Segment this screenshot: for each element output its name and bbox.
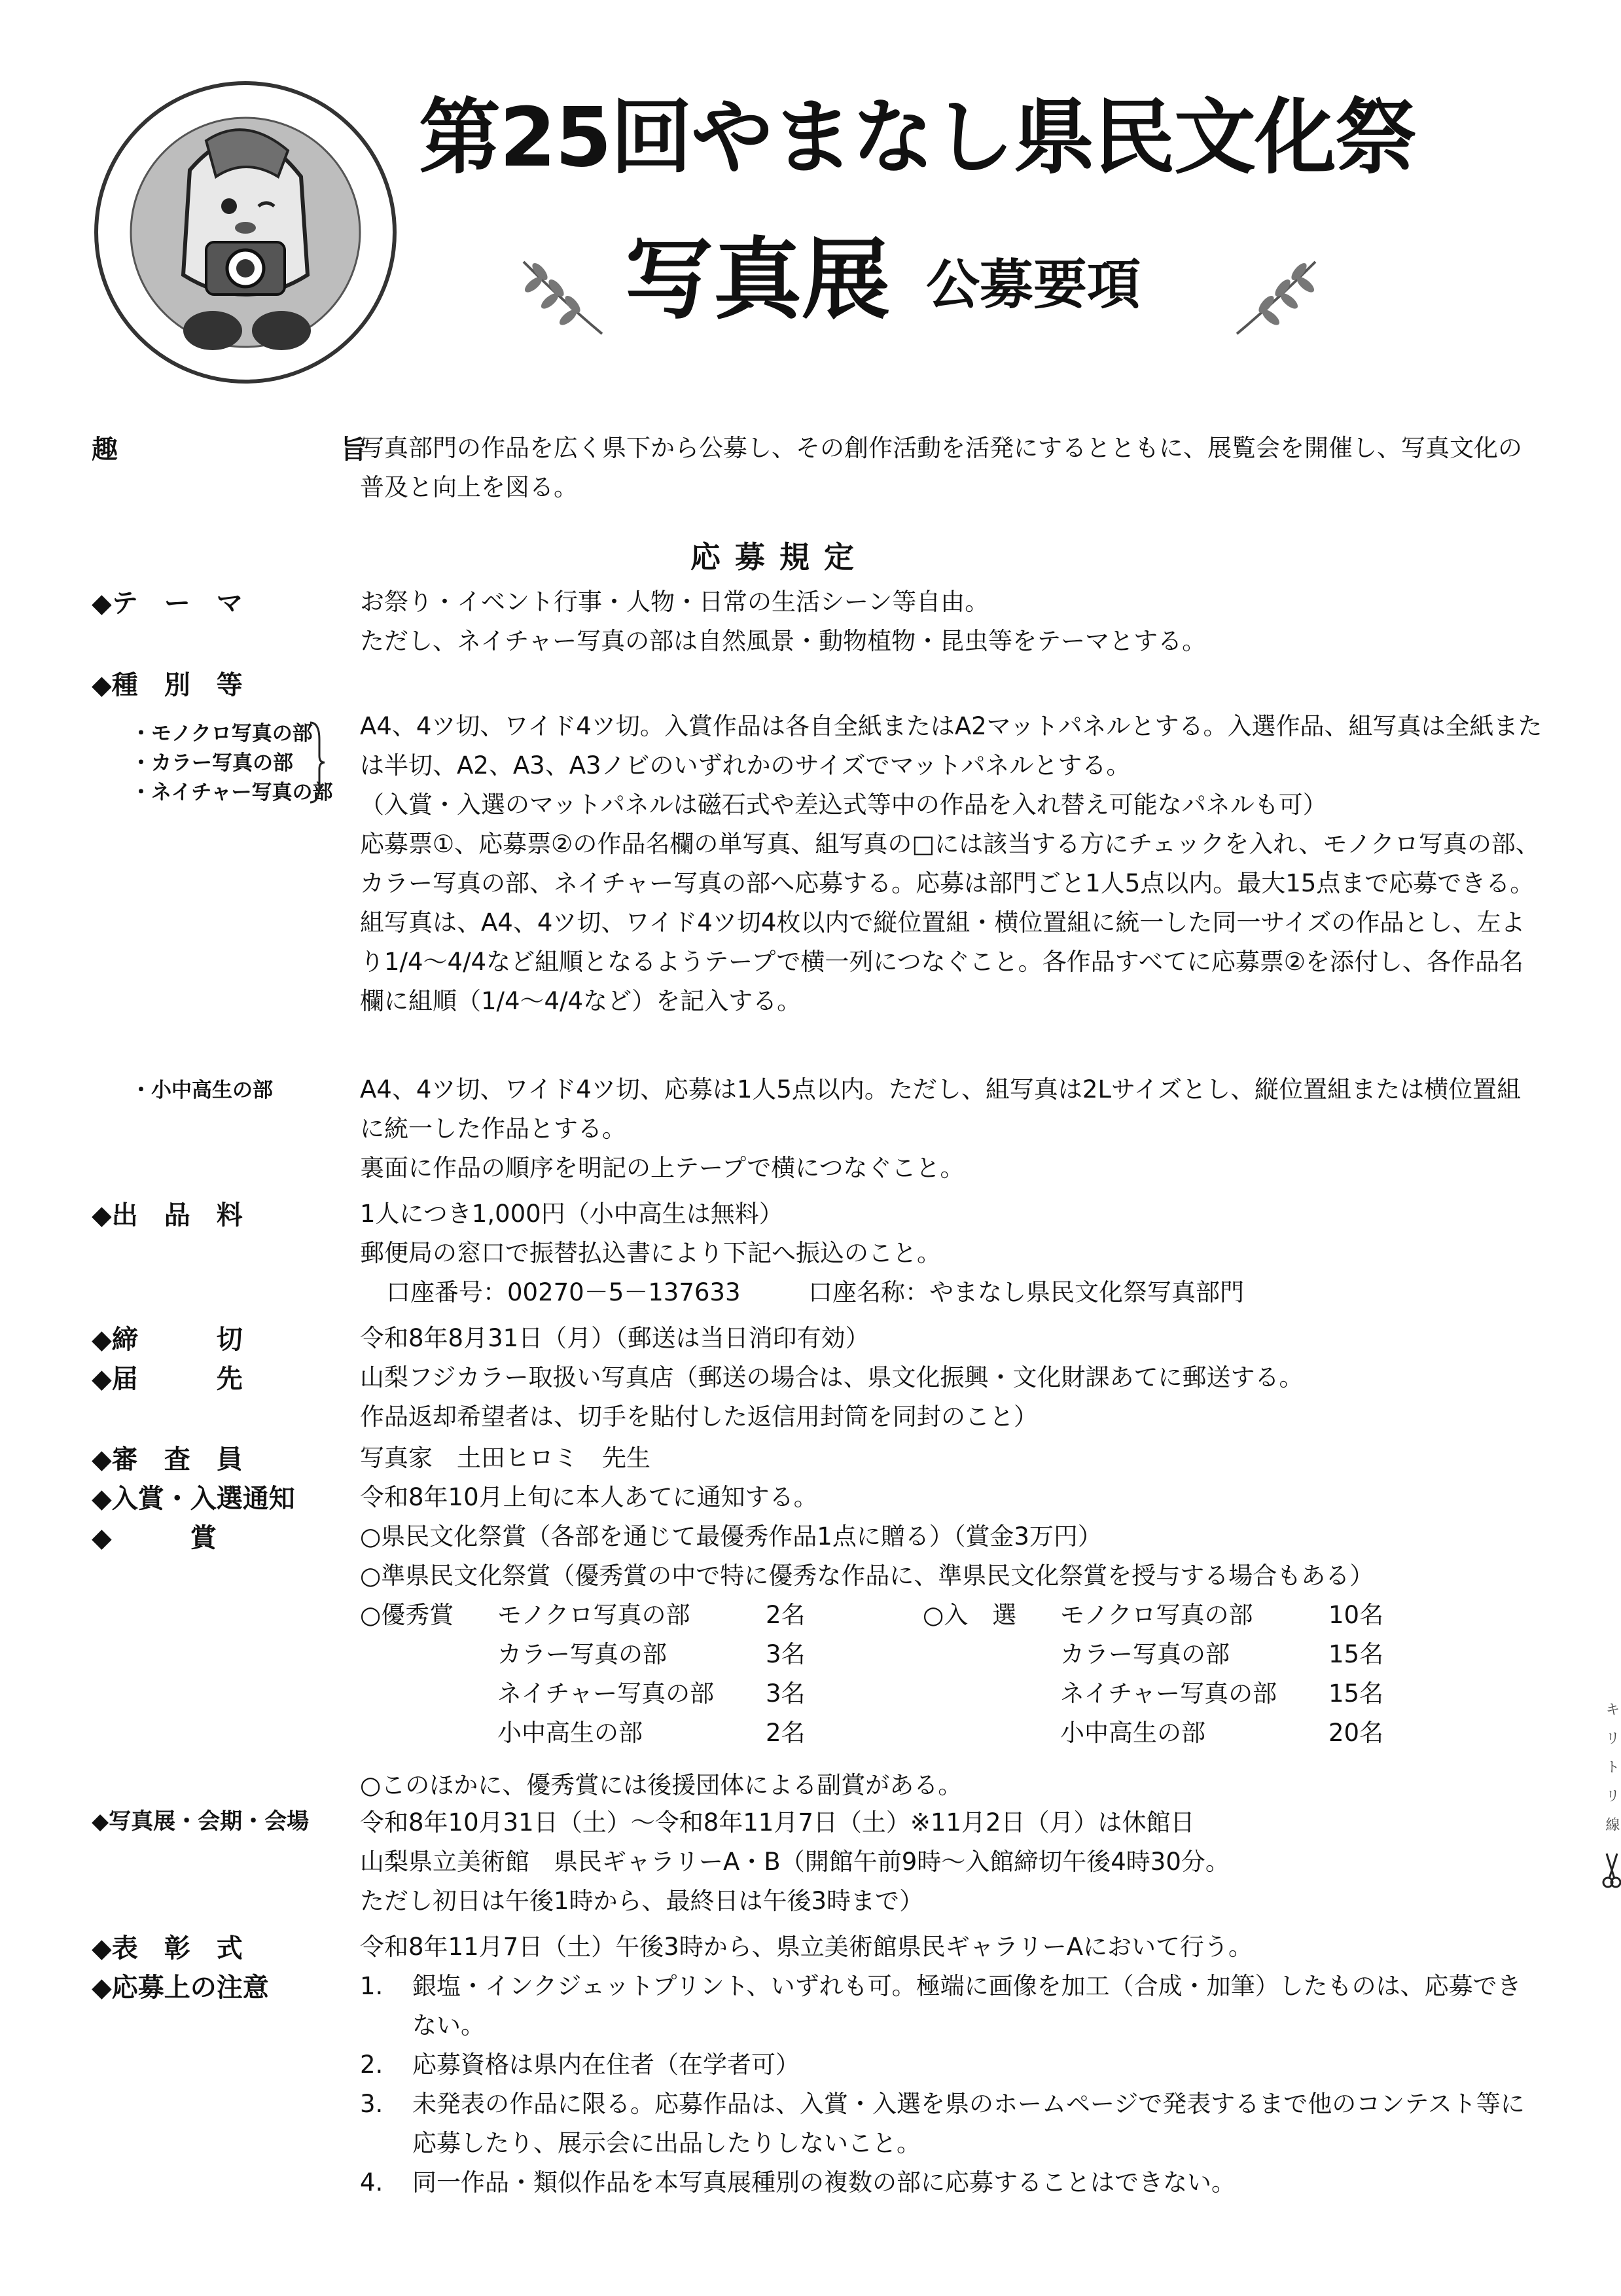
- category-general-note: （入賞・入選のマットパネルは磁石式や差込式等中の作品を入れ替え可能なパネルも可）: [360, 791, 1327, 819]
- award-dept: カラー写真の部: [497, 1640, 667, 1668]
- award-count: 3名: [766, 1679, 806, 1708]
- leaf-sprig-right-icon: [1230, 249, 1328, 347]
- theme-label: ◆テ ー マ: [92, 588, 243, 619]
- excellent-label: ○優秀賞: [360, 1601, 454, 1629]
- selected-label: ○入 選: [923, 1601, 1017, 1629]
- award-count: 15名: [1328, 1640, 1384, 1668]
- cut-line: [1601, 1702, 1621, 1977]
- category-sub-label: ・カラー写真の部: [131, 751, 293, 775]
- list-item: 1. 銀塩・インクジェットプリント、いずれも可。極端に画像を加工（合成・加筆）したものは、応募できない。: [360, 1972, 1522, 2039]
- account-number: 口座番号：00270－5－137633: [386, 1278, 741, 1306]
- purpose-label-a: 趣: [92, 435, 118, 465]
- cautions-label: ◆応募上の注意: [92, 1973, 269, 2003]
- notice-label: ◆入賞・入選通知: [92, 1484, 295, 1514]
- fee-line: 1人につき1,000円（小中高生は無料）: [360, 1200, 783, 1228]
- award-count: 2名: [766, 1719, 806, 1747]
- award-count: 2名: [766, 1601, 806, 1629]
- ceremony-text: 令和8年11月7日（土）午後3時から、県立美術館県民ギャラリーAにおいて行う。: [360, 1933, 1253, 1961]
- award-dept: カラー写真の部: [1060, 1640, 1230, 1668]
- grand-prize: ○県民文化祭賞（各部を通じて最優秀作品1点に贈る）（賞金3万円）: [360, 1522, 1102, 1551]
- category-general-text: A4、4ツ切、ワイド4ツ切。入賞作品は各自全紙またはA2マットパネルとする。入選作品、組写真は全紙または半切、A2、A3、A3ノビのいずれかのサイズでマットパネルとする。: [360, 712, 1542, 780]
- award-count: 20名: [1328, 1719, 1384, 1747]
- fee-line: 郵便局の窓口で振替払込書により下記へ振込のこと。: [360, 1239, 941, 1267]
- deadline-label: ◆締 切: [92, 1325, 243, 1355]
- destination-line: 山梨フジカラー取扱い写真店（郵送の場合は、県文化振興・文化財課あてに郵送する。: [360, 1363, 1304, 1391]
- exhibition-line: ただし初日は午後1時から、最終日は午後3時まで）: [360, 1887, 924, 1915]
- category-general-text-2: 応募票①、応募票②の作品名欄の単写真、組写真の□には該当する方にチェックを入れ、モノクロ写真の部、カラー写真の部、ネイチャー写真の部へ応募する。応募は部門ごと1人5点以内。最大15点まで応募できる。組写真は、A4、4ツ切、ワイド4ツ切4枚以内で縦位置組・横位置組に統一した同一サイズの作品とし、左より1/4～4/4など組順となるようテープで横一列につなぐこと。各作品すべてに応募票②を添付し、各作品名欄に組順（1/4～4/4など）を記入する。: [360, 830, 1540, 1015]
- ceremony-label: ◆表 彰 式: [92, 1933, 243, 1964]
- category-student-label: ・小中高生の部: [131, 1079, 273, 1102]
- notice-text: 令和8年10月上旬に本人あてに通知する。: [360, 1483, 818, 1511]
- event-title: 第25回やまなし県民文化祭: [419, 90, 1416, 185]
- judge-text: 写真家 土田ヒロミ 先生: [360, 1444, 650, 1472]
- document-subtitle: 公募要項: [926, 254, 1141, 316]
- table-row: [360, 1635, 1383, 1674]
- brace-icon: [308, 720, 327, 805]
- category-sub-label: ・モノクロ写真の部: [131, 722, 313, 745]
- destination-line: 作品返却希望者は、切手を貼付した返信用封筒を同封のこと）: [360, 1403, 1038, 1431]
- category-student-text: A4、4ツ切、ワイド4ツ切、応募は1人5点以内。ただし、組写真は2Lサイズとし、縦位置組または横位置組に統一した作品とする。: [360, 1075, 1522, 1143]
- award-dept: ネイチャー写真の部: [497, 1679, 715, 1708]
- scissors-icon: [1601, 1851, 1621, 1890]
- exhibition-title: 写真展: [625, 228, 890, 331]
- table-row: [360, 1596, 1383, 1635]
- table-row: [360, 1674, 1383, 1713]
- mascot-camera-icon: [92, 79, 399, 386]
- leaf-sprig-left-icon: [510, 249, 609, 347]
- theme-text: [360, 583, 1544, 661]
- purpose-label-b: 旨: [340, 435, 366, 465]
- semi-grand-prize: ○準県民文化祭賞（優秀賞の中で特に優秀な作品に、準県民文化祭賞を授与する場合もある）: [360, 1562, 1374, 1590]
- category-sub-label: ・ネイチャー写真の部: [131, 781, 333, 804]
- award-dept: 小中高生の部: [1060, 1719, 1205, 1747]
- deadline-text: 令和8年8月31日（月）（郵送は当日消印有効）: [360, 1324, 870, 1352]
- cautions-list: [360, 1967, 1544, 2202]
- cut-line-text: キ リ ト リ 線: [1603, 1702, 1620, 1831]
- award-dept: モノクロ写真の部: [497, 1601, 690, 1629]
- account-info: [360, 1273, 1544, 1312]
- theme-line: ただし、ネイチャー写真の部は自然風景・動物植物・昆虫等をテーマとする。: [360, 627, 1207, 655]
- theme-line: お祭り・イベント行事・人物・日常の生活シーン等自由。: [360, 588, 989, 616]
- category-student-text-2: 裏面に作品の順序を明記の上テープで横につなぐこと。: [360, 1154, 965, 1182]
- award-count: 15名: [1328, 1679, 1384, 1708]
- mascot-logo: [92, 79, 399, 386]
- purpose-text: 写真部門の作品を広く県下から公募し、その創作活動を活発にするとともに、展覧会を開催し、写真文化の普及と向上を図る。: [360, 434, 1522, 501]
- list-item: 3. 未発表の作品に限る。応募作品は、入賞・入選を県のホームページで発表するまで他のコンテスト等に応募したり、展示会に出品したりしないこと。: [360, 2090, 1525, 2157]
- category-label: ◆種 別 等: [92, 670, 243, 700]
- award-table: [360, 1596, 1383, 1753]
- judge-label: ◆審 査 員: [92, 1444, 243, 1475]
- award-dept: モノクロ写真の部: [1060, 1601, 1253, 1629]
- award-dept: ネイチャー写真の部: [1060, 1679, 1277, 1708]
- table-row: [360, 1713, 1383, 1753]
- destination-label: ◆届 先: [92, 1364, 243, 1394]
- prizes-label: ◆ 賞: [92, 1523, 217, 1553]
- account-name: 口座名称：やまなし県民文化祭写真部門: [808, 1278, 1245, 1306]
- exhibition-label: ◆写真展・会期・会場: [92, 1808, 310, 1835]
- award-count: 10名: [1328, 1601, 1384, 1629]
- exhibition-line: 山梨県立美術館 県民ギャラリーA・B（開館午前9時～入館締切午後4時30分。: [360, 1848, 1230, 1876]
- award-count: 3名: [766, 1640, 806, 1668]
- supplementary-prize: ○このほかに、優秀賞には後援団体による副賞がある。: [360, 1771, 963, 1799]
- award-dept: 小中高生の部: [497, 1719, 643, 1747]
- fee-label: ◆出 品 料: [92, 1200, 243, 1230]
- list-item: 2. 応募資格は県内在住者（在学者可）: [360, 2051, 800, 2079]
- list-item: 4. 同一作品・類似作品を本写真展種別の複数の部に応募することはできない。: [360, 2168, 1236, 2197]
- exhibition-line: 令和8年10月31日（土）～令和8年11月7日（土）※11月2日（月）は休館日: [360, 1808, 1195, 1837]
- rules-heading: 応募規定: [690, 539, 868, 575]
